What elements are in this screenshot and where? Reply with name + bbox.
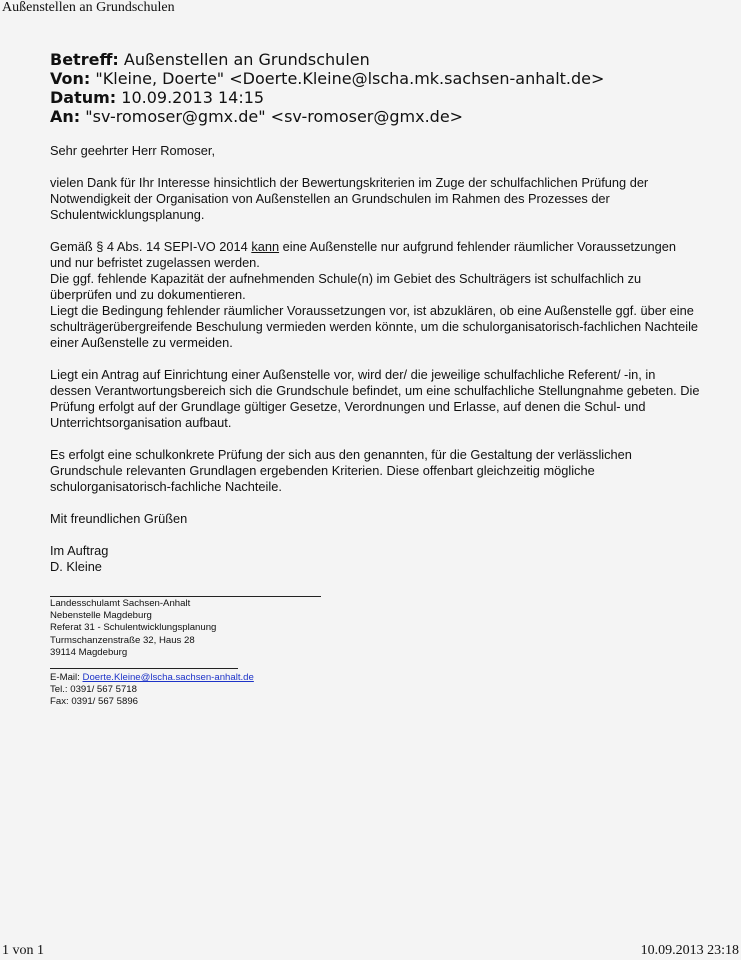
signature-tel: Tel.: 0391/ 567 5718: [50, 684, 137, 696]
paragraph-2-line-2: Die ggf. fehlende Kapazität der aufnehmenden Schule(n) im Gebiet des Schulträgers ist schulfachlich zu überprüfen und zu dokumentieren.: [50, 271, 642, 302]
closing: Mit freundlichen Grüßen: [50, 511, 188, 526]
print-header-title: Außenstellen an Grundschulen: [2, 0, 175, 15]
signature-city: 39114 Magdeburg: [50, 646, 128, 658]
signature-email-line: [50, 672, 254, 684]
signature-dept: Referat 31 - Schulentwicklungsplanung: [50, 622, 217, 634]
signature-street: Turmschanzenstraße 32, Haus 28: [50, 634, 195, 646]
paragraph-2-pre: Gemäß § 4 Abs. 14 SEPI-VO 2014: [50, 239, 252, 254]
paragraph-2-post: eine Außenstelle nur aufgrund fehlender räumlicher Voraussetzungen und nur befristet zugelassen werden.: [50, 239, 677, 270]
email-headers: [50, 50, 604, 126]
to-value: "sv-romoser@gmx.de" <sv-romoser@gmx.de>: [85, 107, 464, 126]
signature-org: Landesschulamt Sachsen-Anhalt: [50, 598, 191, 609]
paragraph-4: Es erfolgt eine schulkonkrete Prüfung der sich aus den genannten, für die Gestaltung der verlässlichen Grundschule relevanten Grundlagen ergebenden Kriterien. Diese offenbart gleichzeitig mögliche schulorganisatorisch-fachliche Nachteile.: [50, 447, 632, 494]
subject-value: Außenstellen an Grundschulen: [123, 50, 370, 69]
signature-email-label: E-Mail:: [50, 672, 83, 683]
signature-contact: [50, 672, 254, 709]
date-line: [50, 88, 604, 107]
paragraph-2-underlined: kann: [251, 239, 280, 254]
to-label: An:: [50, 107, 81, 126]
signature-fax: Fax: 0391/ 567 5896: [50, 696, 139, 708]
signature-branch: Nebenstelle Magdeburg: [50, 610, 152, 622]
auftrag: Im Auftrag: [50, 543, 109, 558]
email-body: [50, 143, 700, 575]
date-label: Datum:: [50, 88, 117, 107]
from-line: [50, 69, 604, 88]
subject-line: [50, 50, 604, 69]
paragraph-3: Liegt ein Antrag auf Einrichtung einer Außenstelle vor, wird der/ die jeweilige schulfachliche Referent/ -in, in dessen Verantwortungsbereich sich die Grundschule befindet, um eine schulfachliche Stellungnahme gebeten. Die Prüfung erfolgt auf der Grundlage gültiger Gesetze, Verordnungen und Erlasse, auf denen die Schul- und Unterrichtsorganisation aufbaut.: [50, 367, 700, 430]
signature-block: [50, 598, 216, 659]
subject-label: Betreff:: [50, 50, 119, 69]
signer-name: D. Kleine: [50, 559, 102, 574]
date-value: 10.09.2013 14:15: [121, 88, 265, 107]
from-label: Von:: [50, 69, 91, 88]
to-line: [50, 107, 604, 126]
signature-divider-2: [50, 668, 238, 669]
paragraph-2-line-3: Liegt die Bedingung fehlender räumlicher Voraussetzungen vor, ist abzuklären, ob eine Außenstelle ggf. über eine schulträgerübergreifende Beschulung vermieden werden könnte, um die schulorganisatorisch-fachlichen Nachteile einer Außenstelle zu vermeiden.: [50, 303, 699, 350]
print-timestamp: 10.09.2013 23:18: [640, 943, 739, 958]
paragraph-1: vielen Dank für Ihr Interesse hinsichtlich der Bewertungskriterien im Zuge der schulfachlichen Prüfung der Notwendigkeit der Organisation von Außenstellen an Grundschulen im Rahmen des Prozesses der Schulentwicklungsplanung.: [50, 175, 649, 222]
salutation: Sehr geehrter Herr Romoser,: [50, 143, 216, 158]
signature-divider: [50, 596, 321, 597]
paragraph-2: [50, 239, 700, 271]
signature-email-link[interactable]: Doerte.Kleine@lscha.sachsen-anhalt.de: [82, 672, 254, 683]
from-value: "Kleine, Doerte" <Doerte.Kleine@lscha.mk.sachsen-anhalt.de>: [95, 69, 605, 88]
page-indicator: 1 von 1: [2, 943, 44, 958]
